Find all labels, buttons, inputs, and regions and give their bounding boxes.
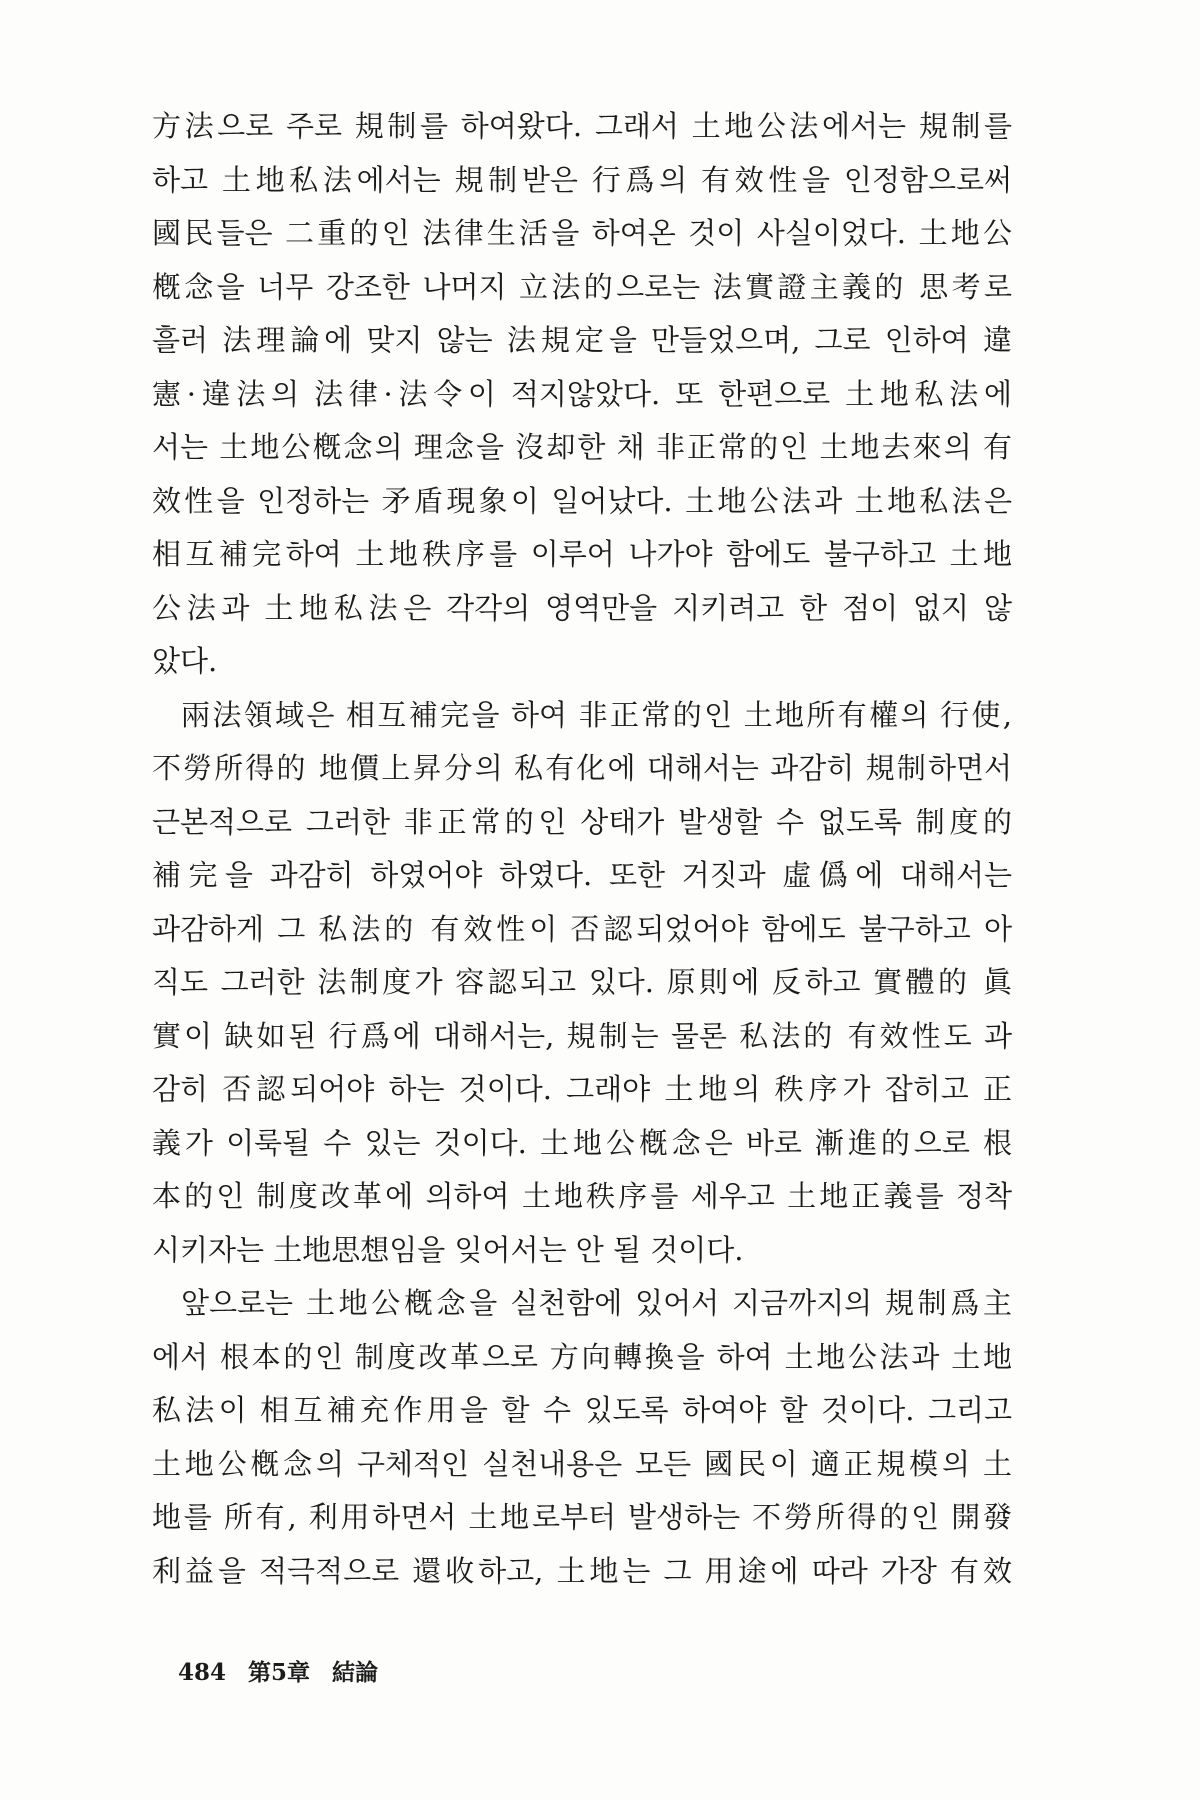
text-line: 과감하게 그 私法的 有效性이 否認되었어야 함에도 불구하고 아: [152, 911, 1012, 946]
text-line: 兩法領域은 相互補完을 하여 非正常的인 土地所有權의 行使,: [181, 697, 1012, 732]
text-line: 하고 土地私法에서는 規制받은 行爲의 有效性을 인정함으로써: [152, 162, 1012, 197]
text-line: 시키자는 土地思想임을 잊어서는 안 될 것이다.: [152, 1232, 744, 1267]
text-line: 槪念을 너무 강조한 나머지 立法的으로는 法實證主義的 思考로: [152, 269, 1012, 304]
page-number: 484: [178, 1659, 227, 1686]
text-line: 利益을 적극적으로 還收하고, 土地는 그 用途에 따라 가장 有效: [152, 1553, 1012, 1588]
text-line: 實이 缺如된 行爲에 대해서는, 規制는 물론 私法的 有效性도 과: [152, 1018, 1012, 1053]
text-line: 흘러 法理論에 맞지 않는 法規定을 만들었으며, 그로 인하여 違: [152, 323, 1012, 357]
text-line: 憲·違法의 法律·法令이 적지않았다. 또 한편으로 土地私法에: [152, 376, 1012, 411]
body-text: [152, 100, 1012, 1598]
text-line: 不勞所得的 地價上昇分의 私有化에 대해서는 과감히 規制하면서: [152, 751, 1012, 785]
text-line: 義가 이룩될 수 있는 것이다. 土地公槪念은 바로 漸進的으로 根: [152, 1125, 1012, 1160]
page-footer: [178, 1654, 400, 1687]
text-line: 本的인 制度改革에 의하여 土地秩序를 세우고 土地正義를 정착: [152, 1179, 1012, 1213]
text-line: 方法으로 주로 規制를 하여왔다. 그래서 土地公法에서는 規制를: [152, 109, 1012, 143]
text-line: 감히 否認되어야 하는 것이다. 그래야 土地의 秩序가 잡히고 正: [152, 1072, 1012, 1106]
text-line: 國民들은 二重的인 法律生活을 하여온 것이 사실이었다. 土地公: [152, 216, 1012, 250]
text-line: 公法과 土地私法은 각각의 영역만을 지키려고 한 점이 없지 않: [152, 590, 1012, 625]
text-line: 직도 그러한 法制度가 容認되고 있다. 原則에 反하고 實體的 眞: [152, 965, 1012, 999]
chapter-number: 第5章: [248, 1659, 311, 1686]
text-line: 았다.: [152, 644, 218, 678]
text-line: 地를 所有, 利用하면서 土地로부터 발생하는 不勞所得的인 開發: [152, 1500, 1012, 1534]
text-line: 서는 土地公槪念의 理念을 沒却한 채 非正常的인 土地去來의 有: [152, 430, 1012, 464]
text-line: 근본적으로 그러한 非正常的인 상태가 발생할 수 없도록 制度的: [152, 804, 1012, 839]
text-line: 土地公槪念의 구체적인 실천내용은 모든 國民이 適正規模의 土: [152, 1446, 1012, 1481]
text-line: 에서 根本的인 制度改革으로 方向轉換을 하여 土地公法과 土地: [152, 1339, 1012, 1374]
text-line: 相互補完하여 土地秩序를 이루어 나가야 함에도 불구하고 土地: [152, 537, 1012, 571]
chapter-title: 結論: [332, 1659, 379, 1686]
text-line: 效性을 인정하는 矛盾現象이 일어났다. 土地公法과 土地私法은: [152, 483, 1012, 518]
text-line: 補完을 과감히 하였어야 하였다. 또한 거짓과 虛僞에 대해서는: [152, 858, 1012, 892]
text-line: 앞으로는 土地公槪念을 실천함에 있어서 지금까지의 規制爲主: [181, 1286, 1012, 1320]
text-line: 私法이 相互補充作用을 할 수 있도록 하여야 할 것이다. 그리고: [152, 1393, 1012, 1427]
